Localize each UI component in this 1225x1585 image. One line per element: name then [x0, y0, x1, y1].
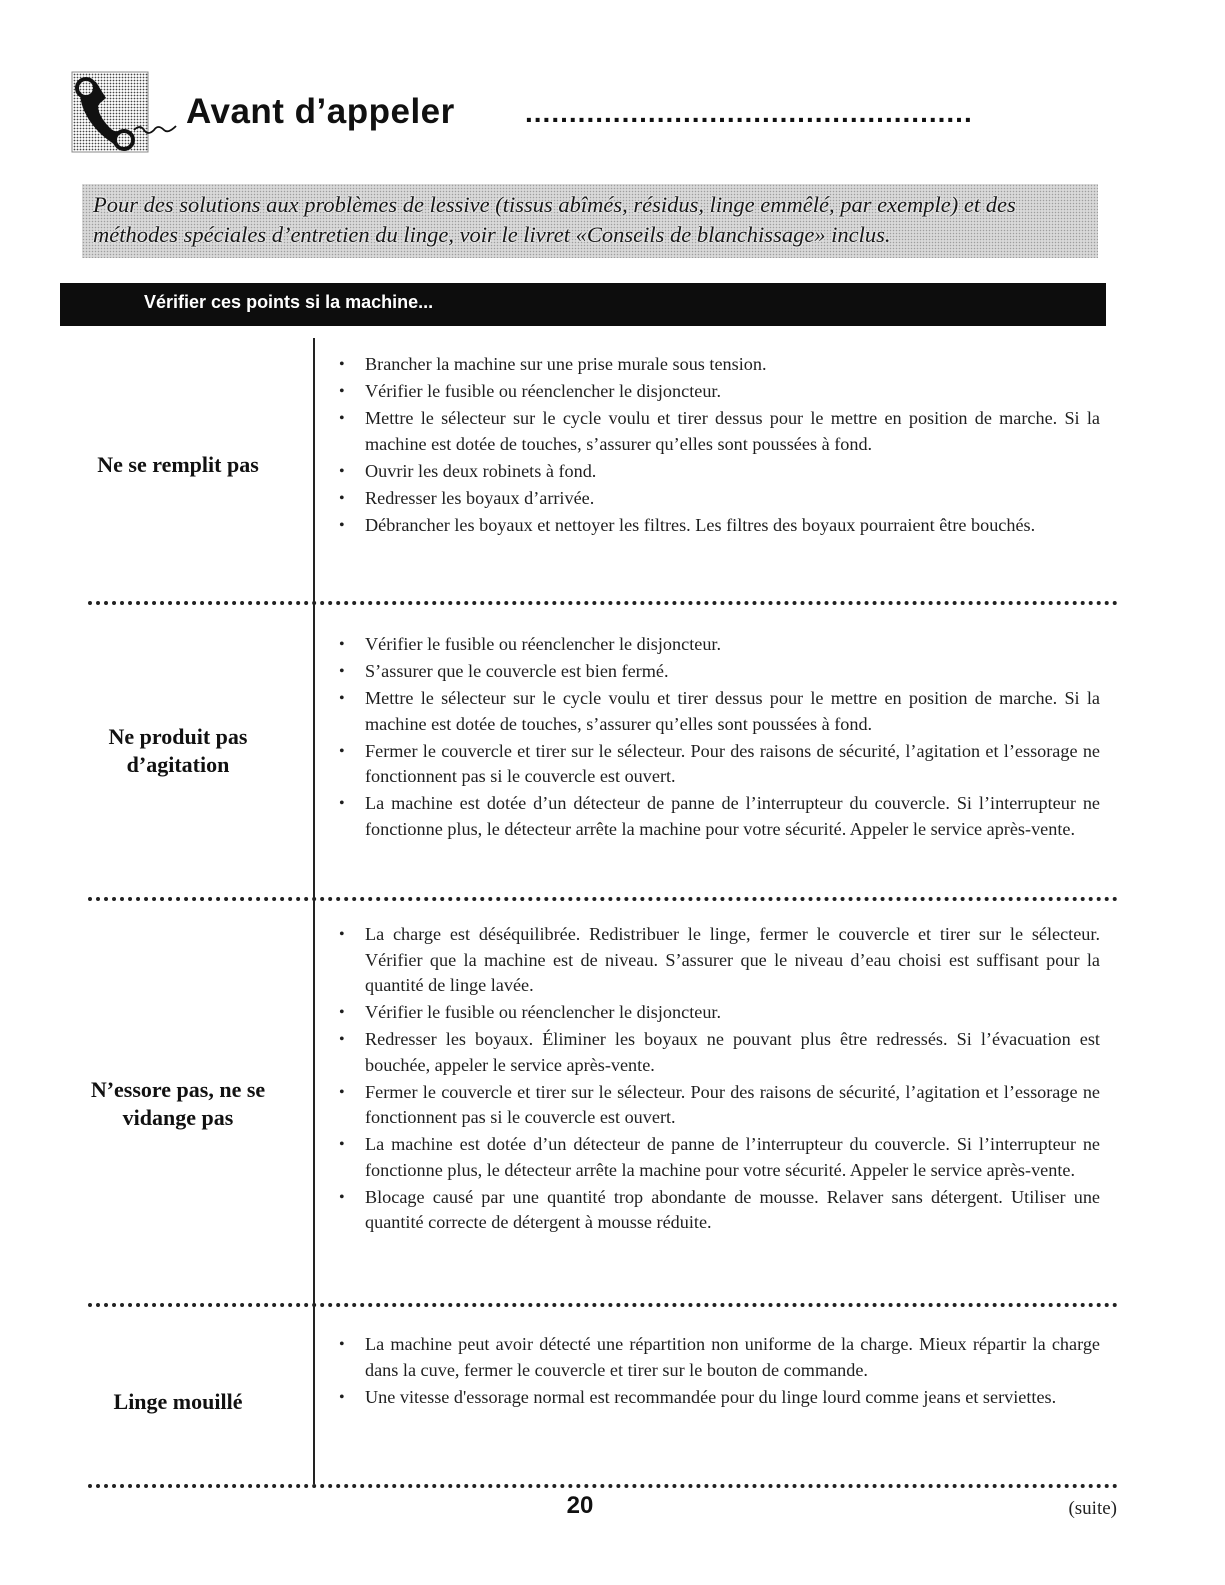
solution-item: • Fermer le couvercle et tirer sur le sélecteur. Pour des raisons de sécurité, l’agitation et l’essorage ne fonctionnent pas si le couvercle est ouvert.	[336, 739, 1100, 790]
solution-item: • La charge est déséquilibrée. Redistribuer le linge, fermer le couvercle et tirer sur le sélecteur. Vérifier que la machine est de niveau. S’assurer que le niveau d’eau choisi est suffisant pour la quantité de linge lavée.	[336, 922, 1100, 999]
row-separator	[88, 1303, 1118, 1307]
solution-item: • Vérifier le fusible ou réenclencher le disjoncteur.	[336, 379, 1100, 405]
solution-item: • Débrancher les boyaux et nettoyer les filtres. Les filtres des boyaux pourraient être bouchés.	[336, 513, 1100, 539]
solution-item: • Vérifier le fusible ou réenclencher le disjoncteur.	[336, 1000, 1100, 1026]
column-divider	[313, 338, 315, 1484]
solution-item: • Ouvrir les deux robinets à fond.	[336, 459, 1100, 485]
solution-item: • Blocage causé par une quantité trop abondante de mousse. Relaver sans détergent. Utiliser une quantité correcte de détergent à mousse réduite.	[336, 1185, 1100, 1236]
solution-item: • Mettre le sélecteur sur le cycle voulu et tirer dessus pour le mettre en position de marche. Si la machine est dotée de touches, s’assurer qu’elles sont poussées à fond.	[336, 686, 1100, 737]
section-title: Vérifier ces points si la machine...	[144, 292, 434, 312]
problem-label: Ne produit pas d’agitation	[108, 724, 248, 777]
solution-item: • Vérifier le fusible ou réenclencher le disjoncteur.	[336, 632, 1100, 658]
telephone-icon	[70, 70, 180, 156]
page-title: Avant d’appeler	[186, 92, 455, 131]
section-header-bar	[60, 283, 1106, 326]
solution-list	[336, 632, 1100, 844]
solution-item: • La machine peut avoir détecté une répartition non uniforme de la charge. Mieux répartir la charge dans la cuve, fermer le couvercle et tirer sur le bouton de commande.	[336, 1332, 1100, 1383]
solution-item: • Une vitesse d'essorage normal est recommandée pour du linge lourd comme jeans et serviettes.	[336, 1385, 1100, 1411]
page-number: 20	[566, 1492, 594, 1519]
problem-label: Linge mouillé	[113, 1389, 243, 1414]
solution-item: • Brancher la machine sur une prise murale sous tension.	[336, 352, 1100, 378]
page-header	[70, 70, 1120, 160]
solution-list	[336, 352, 1100, 540]
row-separator	[88, 1484, 1118, 1488]
problem-label: N’essore pas, ne se vidange pas	[90, 1077, 266, 1130]
solution-item: • Fermer le couvercle et tirer sur le sélecteur. Pour des raisons de sécurité, l’agitation et l’essorage ne fonctionnent pas si le couvercle est ouvert.	[336, 1080, 1100, 1131]
solution-list	[336, 1332, 1100, 1412]
continued-label: (suite)	[1068, 1498, 1117, 1519]
solution-item: • S’assurer que le couvercle est bien fermé.	[336, 659, 1100, 685]
solution-list	[336, 922, 1100, 1237]
problem-label: Ne se remplit pas	[97, 452, 259, 477]
note-text: Pour des solutions aux problèmes de lessive (tissus abîmés, résidus, linge emmêlé, par exemple) et des méthodes spéciales d’entretien du linge, voir le livret «Conseils de blanchissage» inclus.	[93, 192, 1016, 247]
solution-item: • Mettre le sélecteur sur le cycle voulu et tirer dessus pour le mettre en position de marche. Si la machine est dotée de touches, s’assurer qu’elles sont poussées à fond.	[336, 406, 1100, 457]
title-dot-leader: ...................................................	[525, 97, 973, 127]
solution-item: • La machine est dotée d’un détecteur de panne de l’interrupteur du couvercle. Si l’interrupteur ne fonctionne plus, le détecteur arrête la machine pour votre sécurité. Appeler le service après-vente.	[336, 1132, 1100, 1183]
solution-item: • Redresser les boyaux d’arrivée.	[336, 486, 1100, 512]
row-separator	[88, 897, 1118, 901]
solution-item: • Redresser les boyaux. Éliminer les boyaux ne pouvant plus être redressés. Si l’évacuation est bouchée, appeler le service après-vente.	[336, 1027, 1100, 1078]
laundry-tips-note	[82, 184, 1098, 258]
solution-item: • La machine est dotée d’un détecteur de panne de l’interrupteur du couvercle. Si l’interrupteur ne fonctionne plus, le détecteur arrête la machine pour votre sécurité. Appeler le service après-vente.	[336, 791, 1100, 842]
row-separator	[88, 601, 1118, 605]
